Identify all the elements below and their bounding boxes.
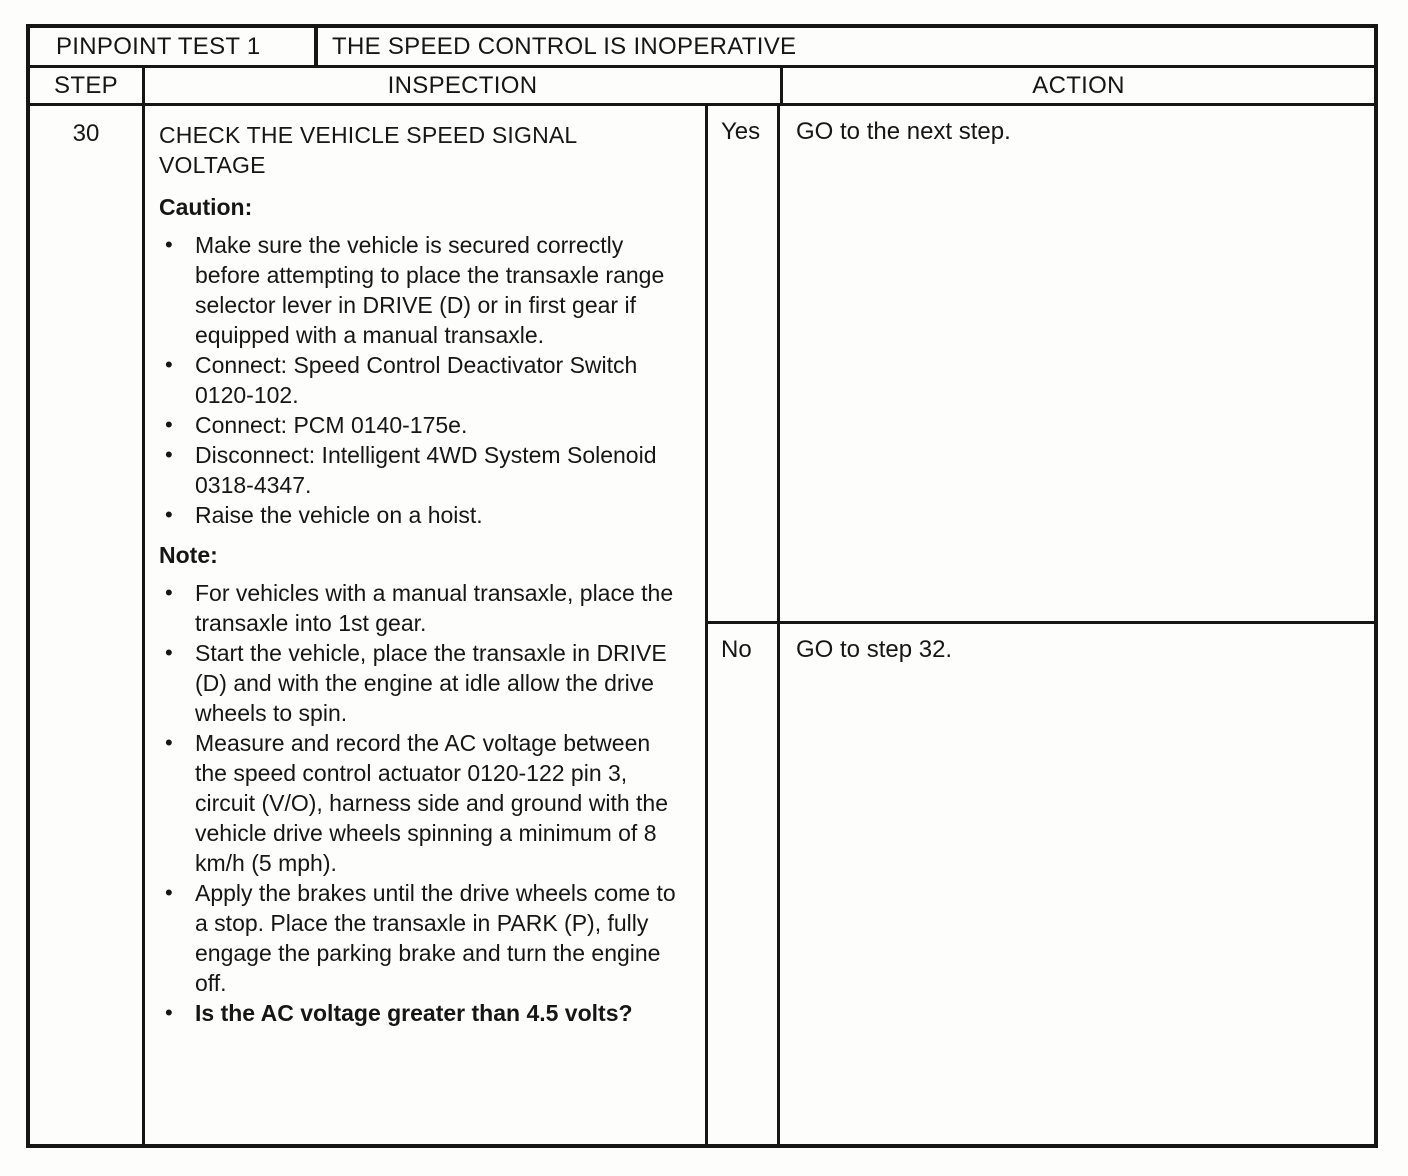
bullet-marker: • xyxy=(165,232,173,257)
list-item-text: Raise the vehicle on a hoist. xyxy=(195,502,483,528)
list-item-text: Connect: PCM 0140-175e. xyxy=(195,412,468,438)
list-item xyxy=(165,410,687,440)
list-item xyxy=(165,878,687,998)
bullet-marker: • xyxy=(165,730,173,755)
inspection-cell xyxy=(145,106,708,1144)
column-header-action: ACTION xyxy=(1032,71,1125,99)
table-row xyxy=(30,106,1374,1144)
decision-question-text: Is the AC voltage greater than 4.5 volts? xyxy=(195,1000,633,1026)
pinpoint-test-table xyxy=(26,24,1378,1148)
note-label: Note: xyxy=(159,542,218,568)
pinpoint-test-title: THE SPEED CONTROL IS INOPERATIVE xyxy=(332,32,797,60)
answer-no: No xyxy=(708,624,780,1144)
list-item xyxy=(165,500,687,530)
bullet-marker: • xyxy=(165,412,173,437)
list-item-text: Connect: Speed Control Deactivator Switch 0120-102. xyxy=(195,352,638,408)
action-no: GO to step 32. xyxy=(796,636,953,663)
list-item-text: Measure and record the AC voltage between the speed control actuator 0120-122 pin 3, circuit (V/O), harness side and ground with the vehicle drive wheels spinning a minimum of 8 km/h (5 mph). xyxy=(195,730,669,876)
pinpoint-test-label: PINPOINT TEST 1 xyxy=(30,28,318,65)
list-item-text: Disconnect: Intelligent 4WD System Solenoid 0318-4347. xyxy=(195,442,657,498)
list-item-text: For vehicles with a manual transaxle, place the transaxle into 1st gear. xyxy=(195,580,674,636)
results-column xyxy=(708,106,1374,1144)
bullet-marker: • xyxy=(165,442,173,467)
step-number-cell: 30 xyxy=(30,106,145,1144)
bullet-marker: • xyxy=(165,502,173,527)
list-item-text: Make sure the vehicle is secured correctly before attempting to place the transaxle range selector lever in DRIVE (D) or in first gear if equipped with a manual transaxle. xyxy=(195,232,665,348)
table-title-row xyxy=(30,28,1374,68)
bullet-marker: • xyxy=(165,352,173,377)
list-item-text: Start the vehicle, place the transaxle in DRIVE (D) and with the engine at idle allow the drive wheels to spin. xyxy=(195,640,667,726)
caution-label: Caution: xyxy=(159,194,253,220)
list-item-text: Apply the brakes until the drive wheels come to a stop. Place the transaxle in PARK (P), fully engage the parking brake and turn the engine off. xyxy=(195,880,676,996)
column-header-step: STEP xyxy=(30,68,145,103)
bullet-marker: • xyxy=(165,580,173,605)
list-item xyxy=(165,578,687,638)
list-item xyxy=(165,638,687,728)
column-header-row xyxy=(30,68,1374,106)
action-yes: GO to the next step. xyxy=(796,118,1011,145)
list-item xyxy=(165,728,687,878)
bullet-marker: • xyxy=(165,640,173,665)
result-row-no xyxy=(708,624,1374,1144)
list-item xyxy=(165,350,687,410)
column-header-inspection: INSPECTION xyxy=(145,68,783,103)
inspection-title: CHECK THE VEHICLE SPEED SIGNAL VOLTAGE xyxy=(159,122,577,178)
list-item xyxy=(165,440,687,500)
bullet-marker: • xyxy=(165,880,173,905)
result-row-yes xyxy=(708,106,1374,624)
decision-question xyxy=(165,998,687,1028)
bullet-marker: • xyxy=(165,1000,173,1025)
list-item xyxy=(165,230,687,350)
answer-yes: Yes xyxy=(708,106,780,621)
